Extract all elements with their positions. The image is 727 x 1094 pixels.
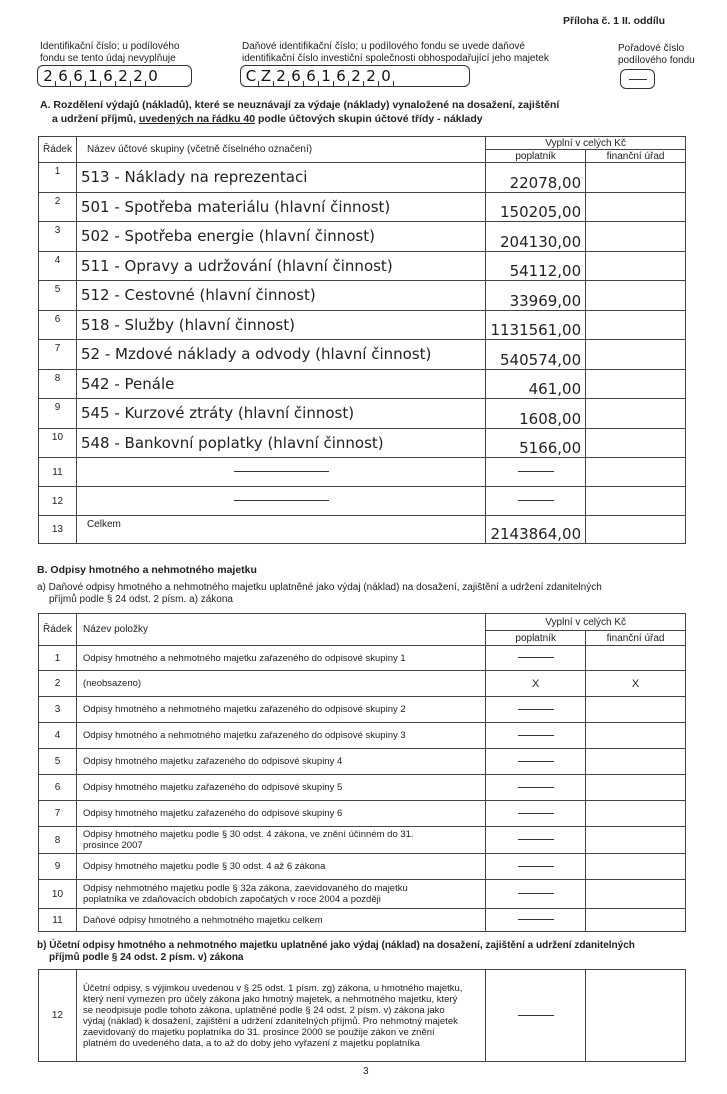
- tax-char: 2: [351, 67, 361, 85]
- account-group-name[interactable]: 52 - Mzdové náklady a odvody (hlavní činnost): [76, 340, 485, 370]
- account-group-name[interactable]: 542 - Penále: [76, 369, 485, 399]
- tax-char: 6: [336, 67, 346, 85]
- payer-value[interactable]: 54112,00: [486, 251, 586, 281]
- office-value[interactable]: [586, 222, 686, 252]
- table-row: [39, 671, 686, 697]
- payer-value[interactable]: [486, 880, 586, 909]
- row-number: 7: [39, 801, 77, 827]
- id-label: Identifikační číslo; u podílového fondu se tento údaj nevyplňuje: [40, 41, 180, 64]
- office-value[interactable]: [586, 827, 686, 854]
- table-row: [39, 646, 686, 671]
- id-char: 6: [103, 67, 113, 85]
- table-row: [39, 854, 686, 880]
- row-number: 3: [39, 697, 77, 723]
- row-number: 6: [39, 775, 77, 801]
- section-a-title: A. Rozdělení výdajů (nákladů), které se neuznávají za výdaje (náklady) vynaložené na dosažení, zajištění a udržení příjmů, uvedených na řádku 40 podle účtových skupin účtové třídy - náklady: [40, 99, 560, 125]
- office-value[interactable]: [586, 775, 686, 801]
- account-group-name[interactable]: 518 - Služby (hlavní činnost): [76, 310, 485, 340]
- payer-value[interactable]: 1608,00: [486, 399, 586, 429]
- row-number: 10: [39, 880, 77, 909]
- row-12-text: Účetní odpisy, s výjimkou uvedenou v § 25 odst. 1 písm. zg) zákona, u hmotného majetku, který není vymezen pro účely zákona jako hmotný majetek, a nehmotného majetku, který se neodpisuje podle tohoto zákona, uplatněné podle § 24 odst. 2 písm. v) zákona jako výdaj (náklad) k dosažení, zajištění a udržení zdanitelných příjmů. Pro nehmotný majetek zaevidovaný do majetku poplatníka do 31. prosince 2000 se použije zákon ve znění platném do uvedeného data, a to až do doby jeho vyřazení z majetku poplatníka: [76, 970, 485, 1062]
- payer-value[interactable]: 540574,00: [486, 340, 586, 370]
- col-header-office: finanční úřad: [586, 631, 686, 646]
- payer-value[interactable]: 150205,00: [486, 192, 586, 222]
- table-row: [39, 827, 686, 854]
- table-row: 12: [39, 487, 686, 516]
- table-b: [38, 613, 686, 932]
- row-number: 9: [39, 854, 77, 880]
- table-row: [39, 801, 686, 827]
- row-11-payer[interactable]: [486, 458, 586, 487]
- row-number: 8: [39, 827, 77, 854]
- col-header-row: Řádek: [39, 137, 77, 163]
- table-row: 12 Účetní odpisy, s výjimkou uvedenou v § 25 odst. 1 písm. zg) zákona, u hmotného majetku, který není vymezen pro účely zákona jako hmotný majetek, a nehmotného majetku, který se neodpisuje podle tohoto zákona, uplatněné podle § 24 odst. 2 písm. v) zákona jako výdaj (náklad) k dosažení, zajištění a udržení zdanitelných příjmů. Pro nehmotný majetek zaevidovaný do majetku poplatníka do 31. prosince 2000 se použije zákon ve znění platném do uvedeného data, a to až do doby jeho vyřazení z majetku poplatníka: [39, 970, 686, 1062]
- col-header-row: Řádek: [39, 614, 77, 646]
- row-number: 8: [39, 369, 77, 399]
- office-value[interactable]: [586, 399, 686, 429]
- id-number-box[interactable]: [37, 65, 192, 87]
- row-number: 1: [39, 646, 77, 671]
- table-row: [39, 775, 686, 801]
- payer-value[interactable]: [486, 749, 586, 775]
- office-value[interactable]: [586, 880, 686, 909]
- item-name: Odpisy hmotného a nehmotného majetku zařazeného do odpisové skupiny 3: [76, 723, 485, 749]
- total-label: Celkem: [76, 516, 485, 544]
- col-header-name: Název účtové skupiny (včetně číselného označení): [76, 137, 485, 163]
- table-row-total: 13 Celkem 2143864,00: [39, 516, 686, 544]
- section-b-sub-b: b) Účetní odpisy hmotného a nehmotného majetku uplatněné jako výdaj (náklad) na dosažení, zajištění a udržení zdanitelných příjmů podle § 24 odst. 2 písm. v) zákona: [37, 940, 635, 963]
- digit-separator: [393, 81, 394, 86]
- office-value[interactable]: [586, 801, 686, 827]
- id-char: 2: [133, 67, 143, 85]
- id-char: 6: [73, 67, 83, 85]
- row-number: 10: [39, 428, 77, 458]
- row-11-name[interactable]: [76, 458, 485, 487]
- table-b2: [38, 969, 686, 1062]
- tax-char: 2: [276, 67, 286, 85]
- office-value[interactable]: [586, 749, 686, 775]
- office-value[interactable]: [586, 428, 686, 458]
- order-label: Pořadové číslo podílového fondu: [618, 43, 695, 66]
- row-11-office[interactable]: [586, 458, 686, 487]
- office-value[interactable]: X: [586, 671, 686, 697]
- table-row: [39, 428, 686, 458]
- item-name: Odpisy hmotného majetku podle § 30 odst. 4 zákona, ve znění účinném do 31. prosince 2007: [76, 827, 485, 854]
- payer-value[interactable]: 1131561,00: [486, 310, 586, 340]
- office-value[interactable]: [586, 697, 686, 723]
- payer-value[interactable]: [486, 827, 586, 854]
- id-char: 0: [148, 67, 158, 85]
- payer-value[interactable]: 5166,00: [486, 428, 586, 458]
- table-a: [38, 136, 686, 544]
- order-number-box[interactable]: [620, 69, 655, 89]
- payer-value[interactable]: 33969,00: [486, 281, 586, 311]
- row-12-office[interactable]: [586, 487, 686, 516]
- table-row: [39, 880, 686, 909]
- payer-value[interactable]: [486, 909, 586, 932]
- payer-value[interactable]: [486, 697, 586, 723]
- item-name: (neobsazeno): [76, 671, 485, 697]
- payer-value[interactable]: 22078,00: [486, 163, 586, 193]
- table-row: [39, 369, 686, 399]
- item-name: Odpisy hmotného a nehmotného majetku zařazeného do odpisové skupiny 2: [76, 697, 485, 723]
- office-value[interactable]: [586, 192, 686, 222]
- account-group-name[interactable]: 501 - Spotřeba materiálu (hlavní činnost): [76, 192, 485, 222]
- row-number: 4: [39, 723, 77, 749]
- item-name: Odpisy hmotného majetku zařazeného do odpisové skupiny 4: [76, 749, 485, 775]
- payer-value[interactable]: X: [486, 671, 586, 697]
- account-group-name[interactable]: 513 - Náklady na reprezentaci: [76, 163, 485, 193]
- table-row: [39, 251, 686, 281]
- table-row: [39, 909, 686, 932]
- item-name: Daňové odpisy hmotného a nehmotného majetku celkem: [76, 909, 485, 932]
- row-number: 6: [39, 310, 77, 340]
- item-name: Odpisy hmotného majetku zařazeného do odpisové skupiny 6: [76, 801, 485, 827]
- office-value[interactable]: [586, 251, 686, 281]
- table-row: [39, 749, 686, 775]
- table-row: [39, 281, 686, 311]
- tax-char: 6: [306, 67, 316, 85]
- row-number: 3: [39, 222, 77, 252]
- tax-id-box[interactable]: [240, 65, 470, 87]
- row-number: 11: [39, 909, 77, 932]
- row-number: 5: [39, 749, 77, 775]
- id-char: 2: [118, 67, 128, 85]
- item-name: Odpisy hmotného majetku podle § 30 odst. 4 až 6 zákona: [76, 854, 485, 880]
- tax-char: 6: [291, 67, 301, 85]
- office-value[interactable]: [586, 281, 686, 311]
- account-group-name[interactable]: 545 - Kurzové ztráty (hlavní činnost): [76, 399, 485, 429]
- col-header-payer: poplatník: [486, 631, 586, 646]
- office-value[interactable]: [586, 854, 686, 880]
- table-row: [39, 310, 686, 340]
- annex-label: Příloha č. 1 II. oddílu: [563, 15, 666, 27]
- item-name: Odpisy hmotného majetku zařazeného do odpisové skupiny 5: [76, 775, 485, 801]
- payer-value[interactable]: [486, 775, 586, 801]
- office-value[interactable]: [586, 723, 686, 749]
- row-number: 1: [39, 163, 77, 193]
- id-char: 6: [58, 67, 68, 85]
- table-row: [39, 192, 686, 222]
- page-number: 3: [363, 1066, 369, 1077]
- row-number: 4: [39, 251, 77, 281]
- row-12-name[interactable]: [76, 487, 485, 516]
- row-12-payer[interactable]: [486, 970, 586, 1062]
- id-char: 2: [43, 67, 53, 85]
- row-number: 5: [39, 281, 77, 311]
- tax-char: 0: [381, 67, 391, 85]
- table-row: [39, 723, 686, 749]
- office-value[interactable]: [586, 909, 686, 932]
- item-name: Odpisy hmotného a nehmotného majetku zařazeného do odpisové skupiny 1: [76, 646, 485, 671]
- row-number: 7: [39, 340, 77, 370]
- payer-value[interactable]: [486, 854, 586, 880]
- account-group-name[interactable]: 512 - Cestovné (hlavní činnost): [76, 281, 485, 311]
- payer-value[interactable]: [486, 723, 586, 749]
- id-char: 1: [88, 67, 98, 85]
- row-12-office[interactable]: [586, 970, 686, 1062]
- table-row: [39, 340, 686, 370]
- table-row: 11: [39, 458, 686, 487]
- col-header-office: finanční úřad: [586, 150, 686, 163]
- tax-char: C: [245, 67, 257, 85]
- row-number: 9: [39, 399, 77, 429]
- office-value[interactable]: [586, 646, 686, 671]
- account-group-name[interactable]: 502 - Spotřeba energie (hlavní činnost): [76, 222, 485, 252]
- payer-value[interactable]: 461,00: [486, 369, 586, 399]
- office-value[interactable]: [586, 340, 686, 370]
- tax-char: Z: [260, 67, 272, 85]
- payer-value[interactable]: 204130,00: [486, 222, 586, 252]
- office-value[interactable]: [586, 163, 686, 193]
- total-office[interactable]: [586, 516, 686, 544]
- table-row: [39, 222, 686, 252]
- table-row: [39, 399, 686, 429]
- table-row: [39, 163, 686, 193]
- col-header-fill: Vyplní v celých Kč: [486, 614, 686, 631]
- tax-id-label: Daňové identifikační číslo; u podílového fondu se uvede daňové identifikační číslo investiční společnosti obhospodařující jeho majetek: [242, 41, 549, 64]
- tax-char: 1: [321, 67, 331, 85]
- order-dash: [629, 79, 647, 80]
- col-header-payer: poplatník: [486, 150, 586, 163]
- total-value[interactable]: 2143864,00: [486, 516, 586, 544]
- row-12-payer[interactable]: [486, 487, 586, 516]
- item-name: Odpisy nehmotného majetku podle § 32a zákona, zaevidovaného do majetku poplatníka ve zdaňovacích obdobích započatých v roce 2004 a později: [76, 880, 485, 909]
- col-header-name: Název položky: [76, 614, 485, 646]
- row-number: 2: [39, 671, 77, 697]
- office-value[interactable]: [586, 369, 686, 399]
- payer-value[interactable]: [486, 801, 586, 827]
- col-header-fill: Vyplní v celých Kč: [486, 137, 686, 150]
- section-b-title: B. Odpisy hmotného a nehmotného majetku: [37, 564, 257, 576]
- office-value[interactable]: [586, 310, 686, 340]
- section-b-sub-a: a) Daňové odpisy hmotného a nehmotného majetku uplatněné jako výdaj (náklad) na dosažení, zajištění a udržení zdanitelných příjmů podle § 24 odst. 2 písm. a) zákona: [37, 582, 602, 605]
- payer-value[interactable]: [486, 646, 586, 671]
- table-row: [39, 697, 686, 723]
- tax-char: 2: [366, 67, 376, 85]
- account-group-name[interactable]: 511 - Opravy a udržování (hlavní činnost): [76, 251, 485, 281]
- account-group-name[interactable]: 548 - Bankovní poplatky (hlavní činnost): [76, 428, 485, 458]
- row-number: 2: [39, 192, 77, 222]
